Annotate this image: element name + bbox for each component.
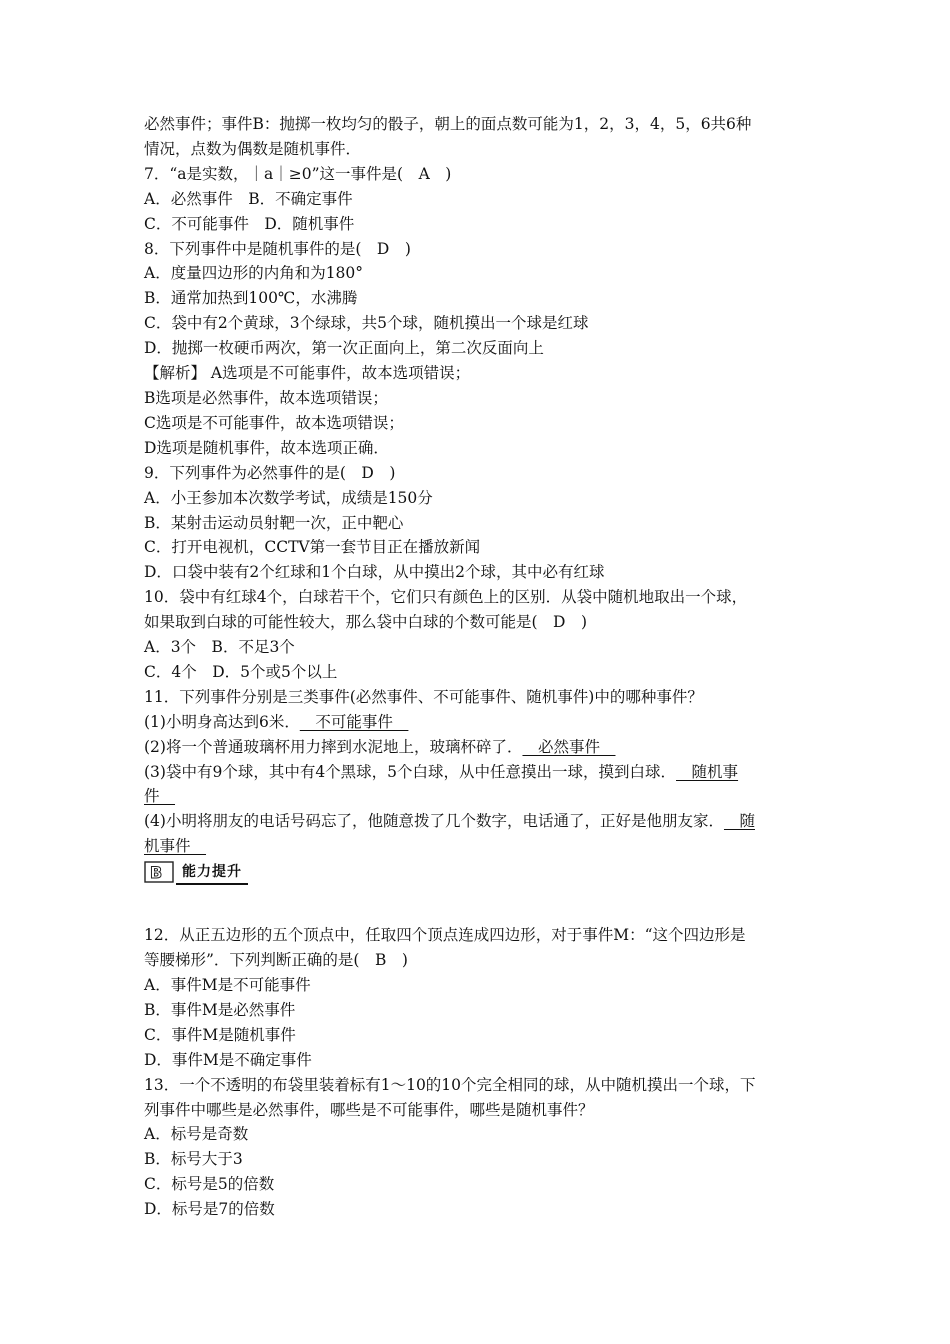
question-11-item-1 (144, 710, 812, 735)
question-11-item-4-cont (144, 834, 812, 859)
question-8-option-a: A．度量四边形的内角和为180° (144, 264, 364, 283)
question-8-explanation: D选项是随机事件，故本选项正确． (144, 438, 389, 457)
question-13-option-b: B．标号大于3 (144, 1150, 243, 1169)
answer: __不可能事件__ (299, 712, 409, 731)
question-11-item-3-cont (144, 784, 812, 809)
question-12-option-d: D．事件M是不确定事件 (144, 1050, 312, 1069)
question-8-explanation: C选项是不可能事件，故本选项错误； (144, 413, 404, 432)
question-11-item-3 (144, 760, 812, 785)
question-8-explanation: 【解析】 A选项是不可能事件，故本选项错误； (144, 364, 471, 383)
question-10-options-cd: C．4个 D．5个或5个以上 (144, 662, 338, 681)
banner-letter: B (150, 863, 163, 883)
question-12: 12．从正五边形的五个顶点中，任取四个顶点连成四边形，对于事件M：“这个四边形是 (144, 926, 746, 945)
question-7-options-ab: A．必然事件 B．不确定事件 (144, 189, 353, 208)
item-text: (2)将一个普通玻璃杯用力摔到水泥地上，玻璃杯碎了． (144, 737, 523, 756)
answer: __随机事 (676, 762, 739, 781)
question-10-options-ab: A．3个 B．不足3个 (144, 638, 295, 657)
question-9-option-b: B．某射击运动员射靶一次，正中靶心 (144, 513, 404, 532)
question-12: 等腰梯形”．下列判断正确的是( B ) (144, 951, 408, 970)
question-13-option-a: A．标号是奇数 (144, 1125, 249, 1144)
answer: 机事件__ (144, 837, 207, 856)
question-12-option-b: B．事件M是必然事件 (144, 1000, 296, 1019)
question-13-option-d: D．标号是7的倍数 (144, 1200, 275, 1219)
question-7-options-cd: C．不可能事件 D．随机事件 (144, 214, 355, 233)
question-12-option-c: C．事件M是随机事件 (144, 1025, 296, 1044)
question-10: 如果取到白球的可能性较大，那么袋中白球的个数可能是( D ) (144, 613, 588, 632)
question-9-option-a: A．小王参加本次数学考试，成绩是150分 (144, 488, 433, 507)
section-banner (144, 859, 812, 885)
question-11-item-2 (144, 735, 812, 760)
item-text: (1)小明身高达到6米． (144, 712, 300, 731)
question-8-option-d: D．抛掷一枚硬币两次，第一次正面向上，第二次反面向上 (144, 339, 544, 358)
banner-title: 能力提升 (176, 861, 248, 885)
question-8: 8．下列事件中是随机事件的是( D ) (144, 239, 411, 258)
question-8-option-b: B．通常加热到100℃，水沸腾 (144, 289, 358, 308)
text-line: 情况，点数为偶数是随机事件． (144, 139, 362, 158)
section-b-icon (144, 861, 174, 883)
question-8-explanation: B选项是必然事件，故本选项错误； (144, 388, 388, 407)
question-9-option-d: D．口袋中装有2个红球和1个白球，从中摸出2个球，其中必有红球 (144, 563, 605, 582)
question-11: 11．下列事件分别是三类事件(必然事件、不可能事件、随机事件)中的哪种事件？ (144, 687, 703, 706)
question-12-option-a: A．事件M是不可能事件 (144, 976, 311, 994)
question-11-item-4 (144, 809, 812, 834)
question-9: 9．下列事件为必然事件的是( D ) (144, 463, 396, 482)
document-page (144, 112, 812, 1222)
spacer (144, 885, 812, 923)
question-8-option-c: C．袋中有2个黄球，3个绿球，共5个球，随机摸出一个球是红球 (144, 314, 589, 333)
question-13-option-c: C．标号是5的倍数 (144, 1175, 275, 1194)
text-line: 必然事件；事件B：抛掷一枚均匀的骰子，朝上的面点数可能为1，2，3，4，5，6共6种 (144, 115, 752, 133)
question-13: 13．一个不透明的布袋里装着标有1～10的10个完全相同的球，从中随机摸出一个球，下 (144, 1075, 756, 1094)
question-10: 10．袋中有红球4个，白球若干个，它们只有颜色上的区别．从袋中随机地取出一个球， (144, 588, 748, 607)
question-9-option-c: C．打开电视机，CCTV第一套节目正在播放新闻 (144, 538, 481, 557)
answer: __随 (723, 812, 755, 831)
answer: 件__ (144, 787, 176, 806)
item-text: (3)袋中有9个球，其中有4个黑球，5个白球，从中任意摸出一球，摸到白球． (144, 762, 677, 781)
answer: __必然事件__ (522, 737, 616, 756)
question-7: 7．“a是实数，｜a｜≥0”这一事件是( A ) (144, 164, 452, 183)
question-13: 列事件中哪些是必然事件，哪些是不可能事件，哪些是随机事件？ (144, 1100, 594, 1119)
item-text: (4)小明将朋友的电话号码忘了，他随意拨了几个数字，电话通了，正好是他朋友家． (144, 812, 724, 831)
